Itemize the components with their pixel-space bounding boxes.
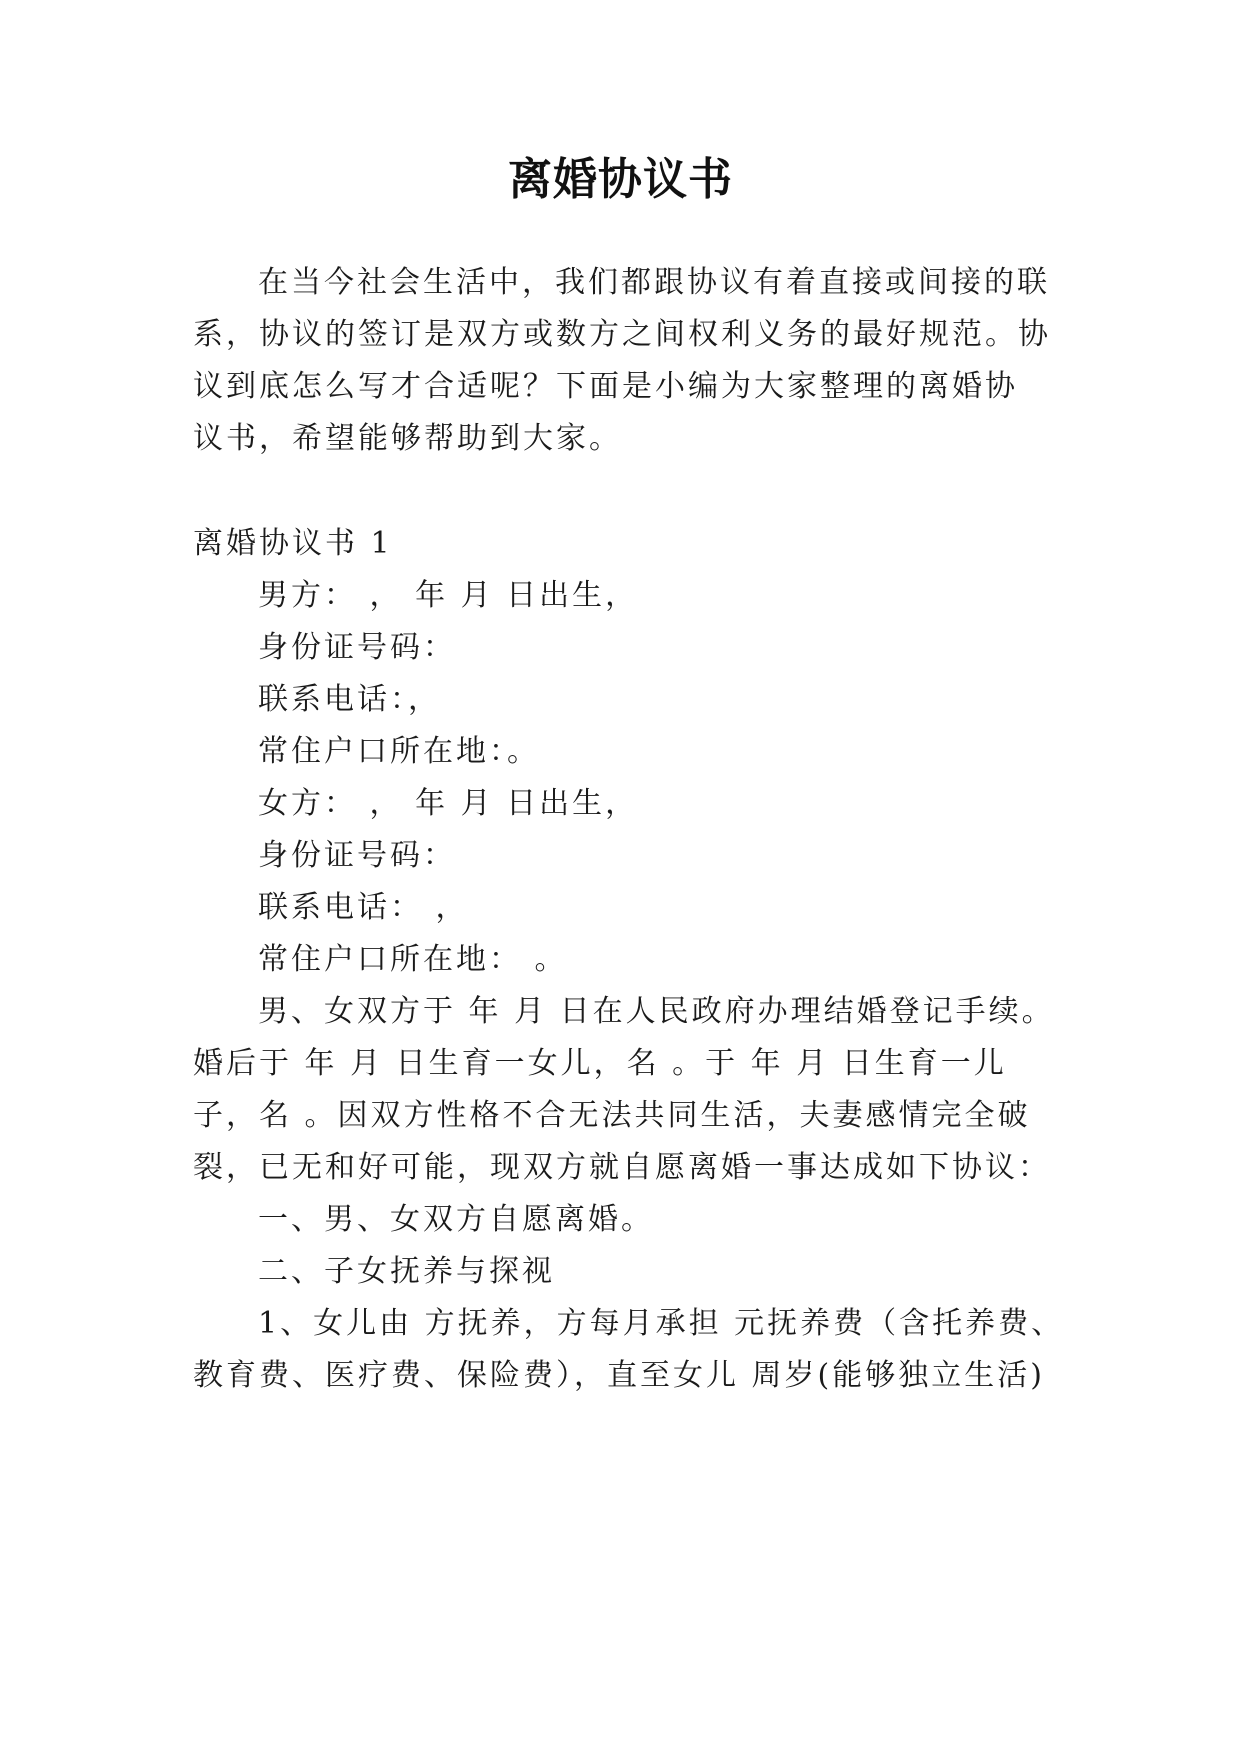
- document-title: 离婚协议书: [508, 154, 733, 205]
- female-party-line: 女方： ， 年 月 日出生，: [258, 786, 639, 821]
- body-line-3: 子，名 。因双方性格不合无法共同生活，夫妻感情完全破: [193, 1098, 1031, 1133]
- body-line-1: 男、女双方于 年 月 日在人民政府办理结婚登记手续。: [258, 994, 1055, 1029]
- intro-line-3: 议到底怎么写才合适呢？下面是小编为大家整理的离婚协: [193, 369, 1018, 404]
- female-id-line: 身份证号码：: [258, 838, 456, 873]
- male-party-line: 男方： ， 年 月 日出生，: [258, 578, 639, 613]
- female-phone-line: 联系电话： ，: [258, 890, 469, 925]
- body-line-2: 婚后于 年 月 日生育一女儿，名 。于 年 月 日生育一儿: [193, 1046, 1007, 1081]
- male-residence-line: 常住户口所在地：。: [258, 734, 540, 769]
- section-heading: 离婚协议书 1: [193, 526, 393, 561]
- female-residence-line: 常住户口所在地： 。: [258, 942, 568, 977]
- body-line-4: 裂，已无和好可能，现双方就自愿离婚一事达成如下协议：: [193, 1150, 1051, 1185]
- male-phone-line: 联系电话：，: [258, 682, 441, 717]
- clause-1: 一、男、女双方自愿离婚。: [258, 1202, 654, 1237]
- sub-clause-line-2: 教育费、医疗费、保险费），直至女儿 周岁(能够独立生活): [193, 1358, 1045, 1393]
- intro-line-4: 议书，希望能够帮助到大家。: [193, 421, 622, 456]
- intro-line-1: 在当今社会生活中，我们都跟协议有着直接或间接的联: [258, 265, 1050, 300]
- clause-2: 二、子女抚养与探视: [258, 1254, 555, 1289]
- sub-clause-line-1: 1、女儿由 方抚养，方每月承担 元抚养费（含托养费、: [258, 1306, 1065, 1341]
- male-id-line: 身份证号码：: [258, 630, 456, 665]
- intro-line-2: 系，协议的签订是双方或数方之间权利义务的最好规范。协: [193, 317, 1051, 352]
